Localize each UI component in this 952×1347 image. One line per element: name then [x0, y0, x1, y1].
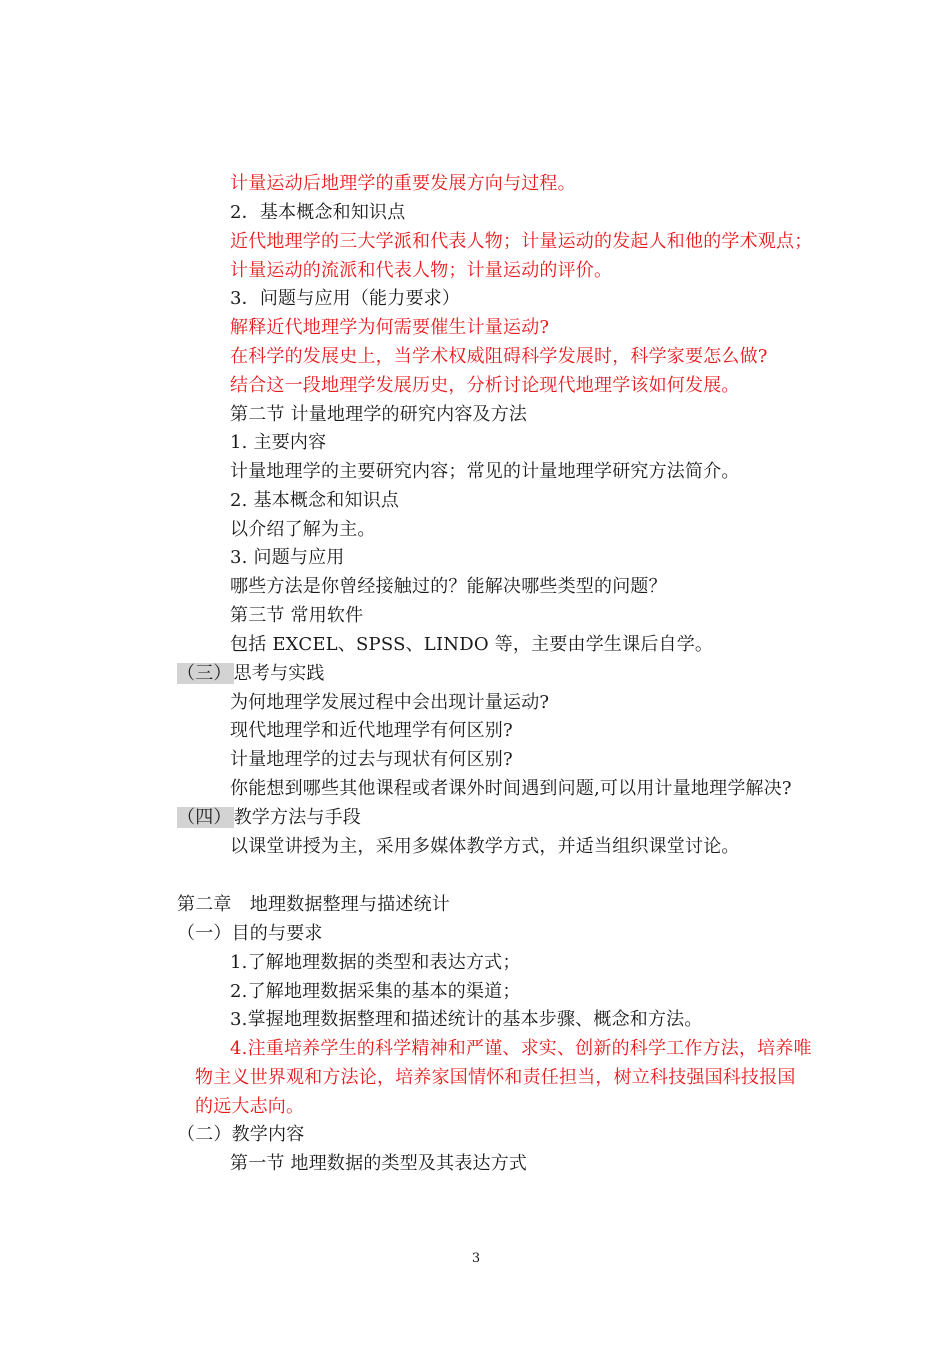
text-line: 物主义世界观和方法论，培养家国情怀和责任担当，树立科技强国科技报国 [195, 1067, 796, 1088]
text-line: 哪些方法是你曾经接触过的？能解决哪些类型的问题？ [230, 576, 667, 597]
text-line: 计量运动的流派和代表人物；计量运动的评价。 [230, 260, 613, 281]
highlighted-marker: （四） [177, 807, 232, 828]
text-line: 包括 EXCEL、SPSS、LINDO 等，主要由学生课后自学。 [230, 634, 714, 655]
subsection-title: 思考与实践 [233, 663, 325, 684]
text-line: 的远大志向。 [195, 1096, 305, 1117]
highlighted-marker: （三） [177, 663, 232, 684]
text-line: 现代地理学和近代地理学有何区别? [230, 720, 513, 741]
text-line: 以课堂讲授为主，采用多媒体教学方式，并适当组织课堂讨论。 [230, 836, 740, 857]
text-line: 3. 问题与应用 [230, 547, 345, 568]
text-line: 2．基本概念和知识点 [230, 202, 406, 223]
text-line: 以介绍了解为主。 [230, 519, 376, 540]
subsection-heading: （二）教学内容 [177, 1124, 305, 1145]
subsection-heading [177, 804, 361, 832]
text-line: 你能想到哪些其他课程或者课外时间遇到问题,可以用计量地理学解决? [230, 778, 792, 799]
chapter-heading: 第二章 地理数据整理与描述统计 [177, 894, 450, 915]
text-line: 结合这一段地理学发展历史，分析讨论现代地理学该如何发展。 [230, 375, 740, 396]
text-line: 3．问题与应用（能力要求） [230, 288, 461, 309]
text-line: 1.了解地理数据的类型和表达方式； [230, 952, 521, 973]
text-line: 3.掌握地理数据整理和描述统计的基本步骤、概念和方法。 [230, 1009, 703, 1030]
page-number: 3 [471, 1251, 481, 1266]
text-line: 2. 基本概念和知识点 [230, 490, 400, 511]
text-line: 计量地理学的主要研究内容；常见的计量地理学研究方法简介。 [230, 461, 740, 482]
section-heading: 第三节 常用软件 [230, 605, 364, 626]
subsection-heading [177, 660, 325, 688]
text-line: 解释近代地理学为何需要催生计量运动? [230, 317, 550, 338]
text-line: 为何地理学发展过程中会出现计量运动? [230, 692, 550, 713]
section-heading: 第二节 计量地理学的研究内容及方法 [230, 404, 528, 425]
text-line: 4.注重培养学生的科学精神和严谨、求实、创新的科学工作方法，培养唯 [230, 1038, 812, 1059]
text-line: 计量运动后地理学的重要发展方向与过程。 [230, 173, 576, 194]
text-line: 计量地理学的过去与现状有何区别? [230, 749, 513, 770]
subsection-heading: （一）目的与要求 [177, 923, 323, 944]
text-line: 2.了解地理数据采集的基本的渠道； [230, 981, 521, 1002]
section-heading: 第一节 地理数据的类型及其表达方式 [230, 1153, 528, 1174]
subsection-title: 教学方法与手段 [233, 807, 362, 828]
text-line: 1. 主要内容 [230, 432, 327, 453]
text-line: 在科学的发展史上，当学术权威阻碍科学发展时，科学家要怎么做? [230, 346, 768, 367]
text-line: 近代地理学的三大学派和代表人物；计量运动的发起人和他的学术观点； [230, 231, 813, 252]
